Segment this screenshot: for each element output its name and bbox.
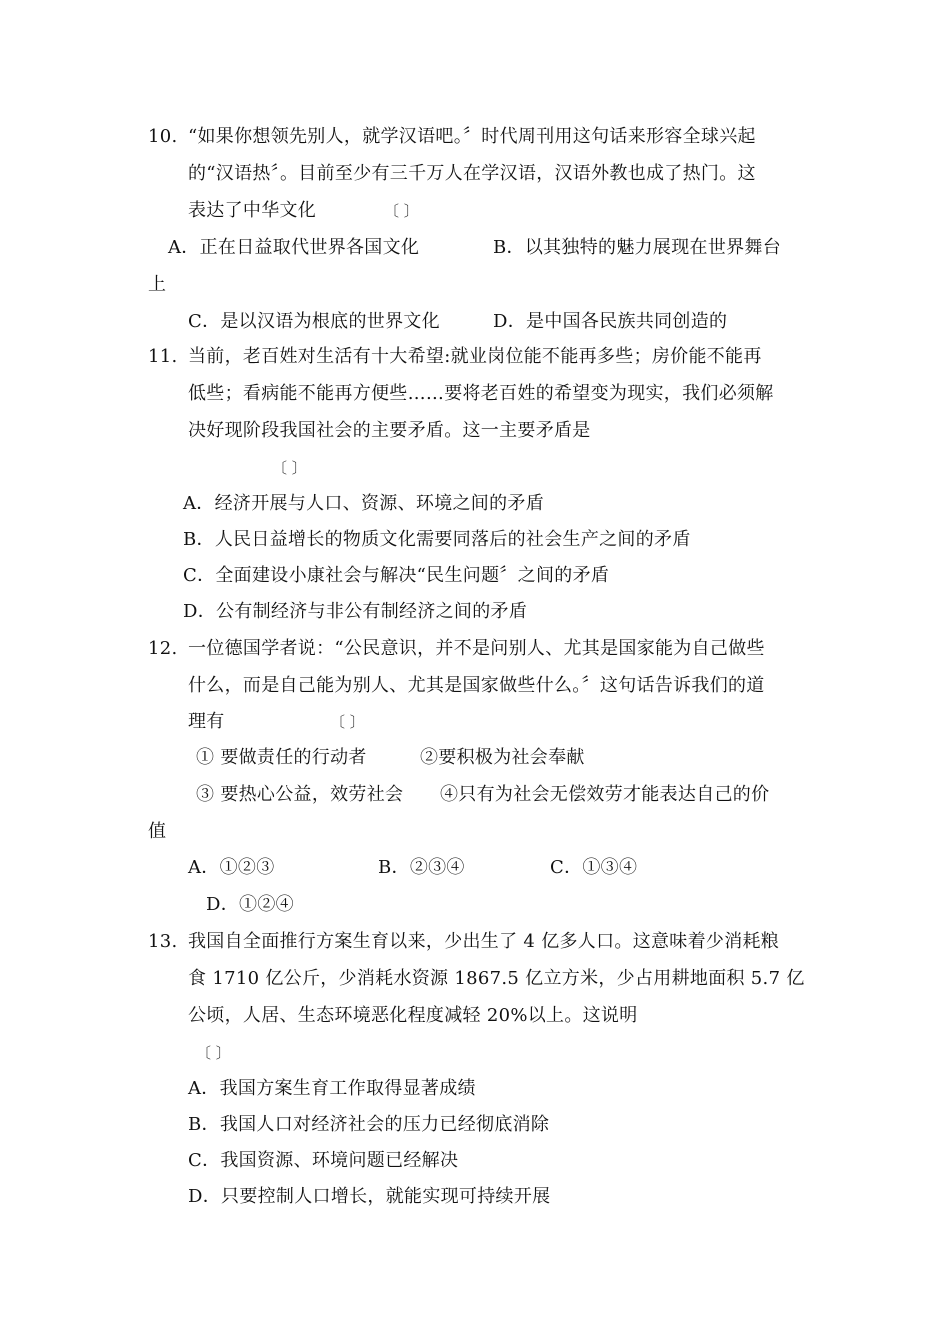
statement-4: ④只有为社会无偿效劳才能表达自己的价 xyxy=(440,784,770,805)
question-stem-line: 我国自全面推行方案生育以来，少出生了 4 亿多人口。这意味着少消耗粮 xyxy=(188,931,780,952)
question-stem-line: 理有 xyxy=(188,711,225,732)
option-c: C．全面建设小康社会与解决“民生问题〞之间的矛盾 xyxy=(183,565,610,586)
statement-2: ②要积极为社会奉献 xyxy=(420,747,585,768)
option-b: B．人民日益增长的物质文化需要同落后的社会生产之间的矛盾 xyxy=(183,529,691,550)
answer-bracket: 〔 〕 xyxy=(384,202,419,220)
option-d: D．是中国各民族共同创造的 xyxy=(493,311,728,332)
question-stem-line: 当前，老百姓对生活有十大希望:就业岗位能不能再多些；房价能不能再 xyxy=(188,346,762,367)
option-d: D．只要控制人口增长，就能实现可持续开展 xyxy=(188,1186,551,1207)
statement-3: ③ 要热心公益，效劳社会 xyxy=(196,784,404,805)
option-c: C．是以汉语为根底的世界文化 xyxy=(188,311,440,332)
option-c: C．我国资源、环境问题已经解决 xyxy=(188,1150,459,1171)
question-number: 10. xyxy=(148,126,178,147)
question-stem-line: 表达了中华文化 xyxy=(188,200,317,221)
question-stem-line: 决好现阶段我国社会的主要矛盾。这一主要矛盾是 xyxy=(188,420,591,441)
question-stem-line: “如果你想领先别人，就学汉语吧。〞时代周刊用这句话来形容全球兴起 xyxy=(188,126,756,147)
option-b: B．我国人口对经济社会的压力已经彻底消除 xyxy=(188,1114,550,1135)
question-number: 11. xyxy=(148,346,178,367)
option-a: A．经济开展与人口、资源、环境之间的矛盾 xyxy=(183,493,544,514)
option-d: D．公有制经济与非公有制经济之间的矛盾 xyxy=(183,601,528,622)
question-stem-line: 低些；看病能不能再方便些……要将老百姓的希望变为现实，我们必须解 xyxy=(188,383,774,404)
statement-1: ① 要做责任的行动者 xyxy=(196,747,367,768)
question-stem-line: 什么，而是自己能为别人、尤其是国家做些什么。〞这句话告诉我们的道 xyxy=(188,675,765,696)
option-b-continued: 上 xyxy=(148,274,167,295)
option-d: D．①②④ xyxy=(206,894,294,915)
answer-bracket: 〔 〕 xyxy=(272,459,307,477)
option-a: A．①②③ xyxy=(188,857,275,878)
option-b: B．以其独特的魅力展现在世界舞台 xyxy=(493,237,782,258)
question-stem-line: 食 1710 亿公斤，少消耗水资源 1867.5 亿立方米，少占用耕地面积 5.7 亿 xyxy=(188,968,805,989)
question-number: 13. xyxy=(148,931,178,952)
question-stem-line: 一位德国学者说：“公民意识，并不是问别人、尤其是国家能为自己做些 xyxy=(188,638,765,659)
question-stem-line: 的“汉语热〞。目前至少有三千万人在学汉语，汉语外教也成了热门。这 xyxy=(188,163,756,184)
answer-bracket: 〔 〕 xyxy=(330,713,365,731)
statement-4-continued: 值 xyxy=(148,821,167,842)
question-stem-line: 公顷，人居、生态环境恶化程度减轻 20%以上。这说明 xyxy=(188,1005,638,1026)
option-a: A．我国方案生育工作取得显著成绩 xyxy=(188,1078,476,1099)
option-a: A．正在日益取代世界各国文化 xyxy=(168,237,420,258)
answer-bracket: 〔 〕 xyxy=(196,1044,231,1062)
option-b: B．②③④ xyxy=(378,857,465,878)
question-number: 12. xyxy=(148,638,178,659)
option-c: C．①③④ xyxy=(550,857,638,878)
